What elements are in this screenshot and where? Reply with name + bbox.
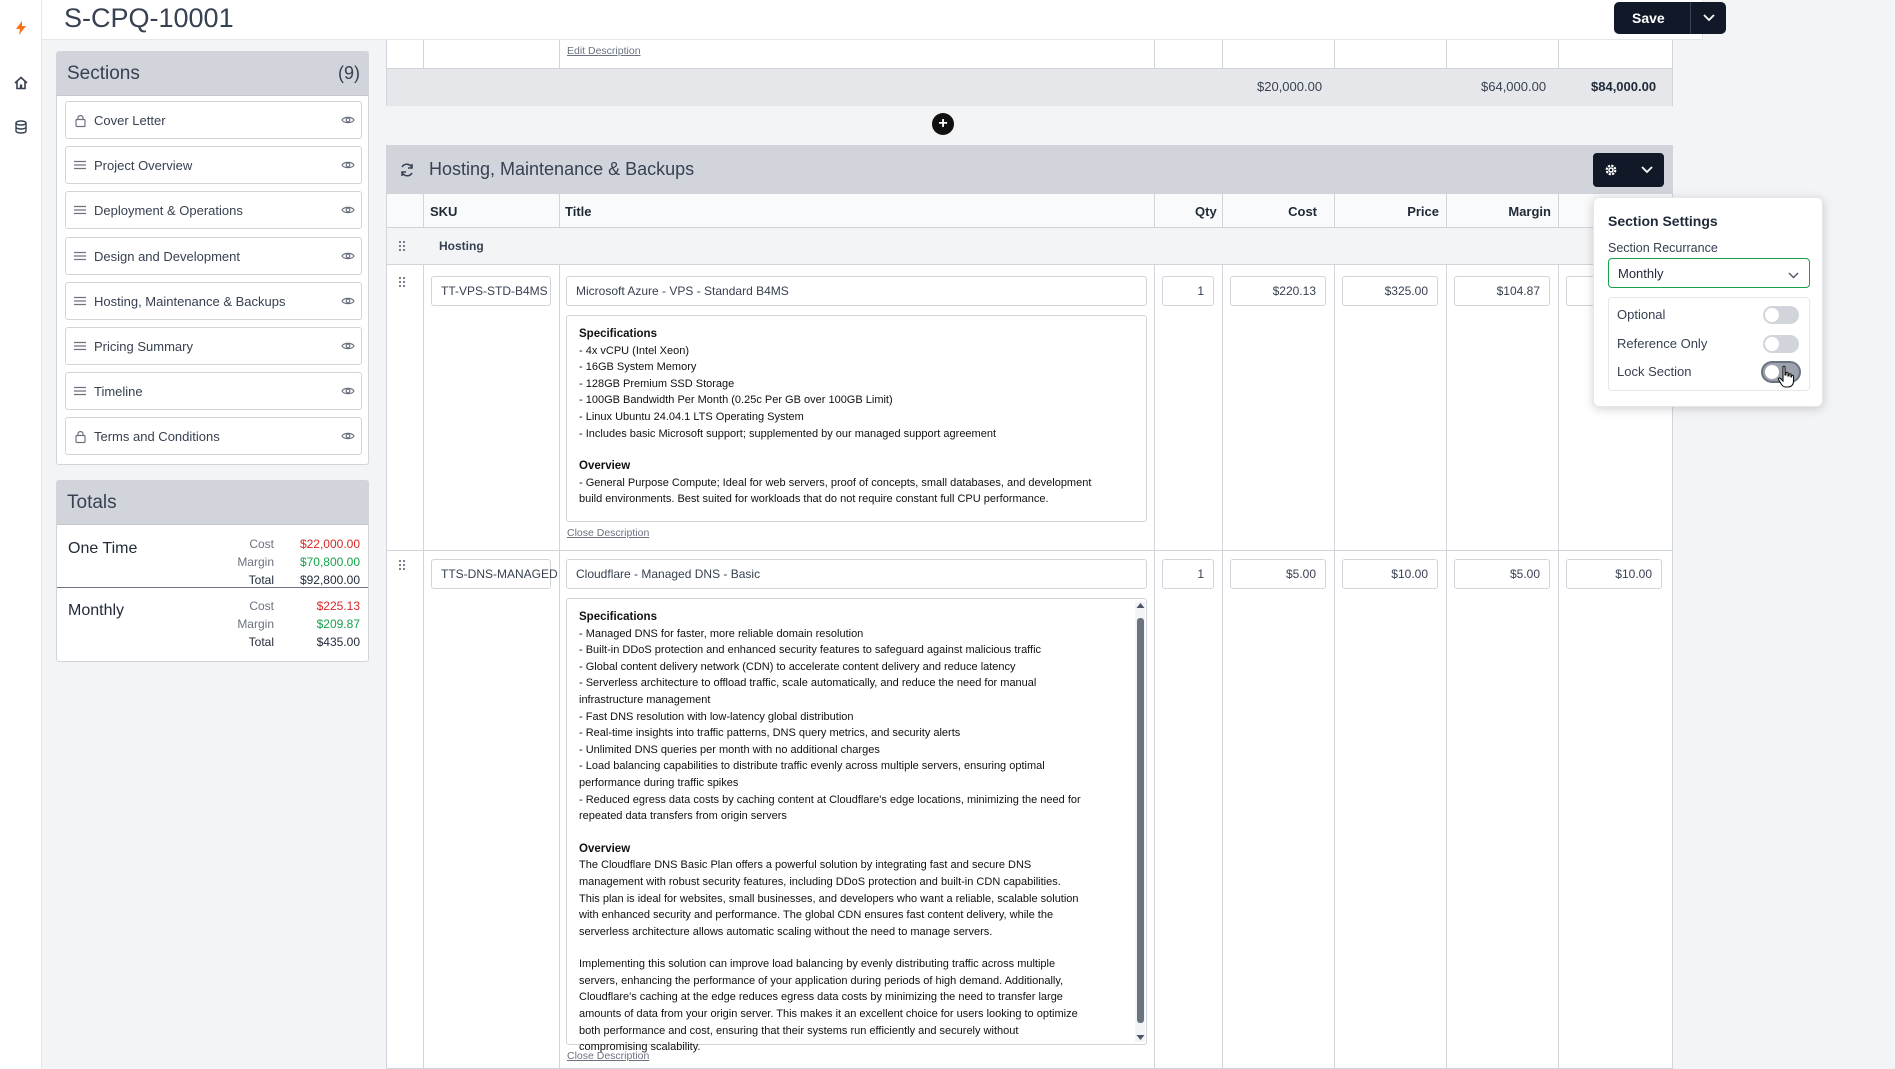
drag-lines-icon — [74, 205, 86, 215]
cost-field[interactable]: $220.13 — [1230, 276, 1326, 306]
description-line: - Serverless architecture to offload traffic, scale automatically, and reduce the need for manual — [579, 677, 1037, 690]
section-item-label: Deployment & Operations — [94, 202, 243, 218]
description-line: - General Purpose Compute; Ideal for web servers, proof of concepts, small databases, and development — [579, 476, 1092, 489]
overview-heading: Overview — [579, 460, 631, 473]
description-line: repeated data transfers from origin servers — [579, 810, 787, 823]
cost-label: Cost — [249, 599, 274, 613]
recurrence-value: Monthly — [1618, 265, 1664, 281]
save-options-chevron-icon[interactable] — [1690, 2, 1726, 34]
eye-icon[interactable] — [341, 429, 355, 444]
save-button[interactable]: Save — [1632, 10, 1665, 26]
document-header — [42, 0, 1703, 40]
section-item[interactable] — [65, 146, 362, 184]
description-line: serverless architecture allows automatic scaling without the need to manage servers. — [579, 925, 993, 938]
description-line: - Reduced egress data costs by caching content at Cloudflare's edge locations, minimizing the need for — [579, 793, 1081, 806]
sku-field[interactable]: TTS-DNS-MANAGED — [431, 559, 551, 589]
sections-panel-header — [57, 52, 368, 96]
optional-label: Optional — [1617, 307, 1666, 322]
close-description-link[interactable]: Close Description — [567, 527, 650, 539]
overview-heading: Overview — [579, 842, 631, 855]
description-line: - 16GB System Memory — [579, 361, 697, 374]
eye-icon[interactable] — [341, 203, 355, 218]
sections-panel — [56, 51, 369, 465]
reference-only-label: Reference Only — [1617, 336, 1708, 351]
section-item[interactable] — [65, 417, 362, 455]
one-time-totals — [57, 525, 368, 588]
col-sku: SKU — [430, 204, 458, 219]
description-line: - Real-time insights into traffic patterns, DNS query metrics, and security alerts — [579, 727, 961, 740]
monthly-label: Monthly — [68, 602, 125, 619]
drag-handle-icon[interactable] — [398, 559, 406, 574]
section-item[interactable] — [65, 327, 362, 365]
database-icon[interactable] — [0, 112, 42, 142]
eye-icon[interactable] — [341, 158, 355, 173]
section-item[interactable] — [65, 282, 362, 320]
monthly-cost-row — [160, 599, 360, 613]
one-time-total-value: $92,800.00 — [299, 573, 360, 587]
eye-icon[interactable] — [341, 294, 355, 309]
column-headers — [387, 194, 1672, 228]
qty-field[interactable]: 1 — [1162, 276, 1214, 306]
totals-panel — [56, 480, 369, 662]
edit-description-link[interactable]: Edit Description — [567, 45, 641, 57]
gear-icon[interactable] — [1593, 163, 1629, 177]
save-button-group — [1614, 2, 1726, 34]
description-line: - Includes basic Microsoft support; supplemented by our managed support agreement — [579, 427, 997, 440]
description-line: both performance and cost, ensuring that their systems run efficiently and securely without — [579, 1024, 1019, 1037]
monthly-totals — [57, 589, 368, 659]
description-line: performance during traffic spikes — [579, 776, 739, 789]
description-line: - 100GB Bandwidth Per Month (0.25c Per GB over 100GB Limit) — [579, 394, 893, 407]
one-time-cost-row — [160, 537, 360, 551]
description-line: management with robust security features, including DDoS protection and built-in CDN capabilities. — [579, 875, 1061, 888]
document-id: S-CPQ-10001 — [64, 3, 234, 33]
eye-icon[interactable] — [341, 339, 355, 354]
price-field[interactable]: $325.00 — [1342, 276, 1438, 306]
total-label: Total — [248, 573, 274, 587]
recurrence-select[interactable] — [1608, 258, 1810, 288]
cost-field[interactable]: $5.00 — [1230, 559, 1326, 589]
description-line: - Global content delivery network (CDN) to accelerate content delivery and reduce latency — [579, 660, 1016, 673]
app-rail — [0, 0, 42, 1069]
description-line: infrastructure management — [579, 693, 711, 706]
home-icon[interactable] — [0, 68, 42, 98]
section-item[interactable] — [65, 237, 362, 275]
description-line: This plan is ideal for websites, small businesses, and developers who want a reliable, scalable solution — [579, 892, 1079, 905]
section-hosting — [386, 145, 1673, 1069]
col-margin: Margin — [1508, 204, 1551, 219]
description-scrollbar[interactable] — [1135, 602, 1145, 1042]
group-label: Hosting — [439, 239, 484, 253]
eye-icon[interactable] — [341, 249, 355, 264]
item-description[interactable] — [566, 598, 1147, 1054]
group-row-hosting — [387, 228, 1672, 265]
totals-panel-header — [57, 481, 368, 525]
description-line: build environments. Best suited for workloads that do not require constant full CPU performance. — [579, 493, 1049, 506]
margin-label: Margin — [237, 555, 274, 569]
description-line: - Linux Ubuntu 24.04.1 LTS Operating System — [579, 410, 804, 423]
title-field[interactable]: Microsoft Azure - VPS - Standard B4MS — [566, 276, 1147, 306]
one-time-margin-row — [160, 555, 360, 569]
total-label: Total — [248, 635, 274, 649]
section-item-label: Project Overview — [94, 157, 193, 173]
description-line: servers, enhancing the performance of your application during periods of high demand. Additionally, — [579, 974, 1064, 987]
margin-field[interactable]: $104.87 — [1454, 276, 1550, 306]
description-line: - Fast DNS resolution with low-latency global distribution — [579, 710, 854, 723]
monthly-total-row — [160, 635, 360, 649]
monthly-cost-value: $225.13 — [316, 599, 360, 613]
qty-field[interactable]: 1 — [1162, 559, 1214, 589]
sections-title: Sections — [67, 62, 140, 84]
monthly-total-value: $435.00 — [316, 635, 360, 649]
monthly-margin-row — [160, 617, 360, 631]
drag-lines-icon — [74, 341, 86, 351]
recurrence-label: Section Recurrance — [1608, 241, 1718, 255]
chevron-down-icon — [1788, 267, 1799, 282]
monthly-margin-value: $209.87 — [316, 617, 360, 631]
section-item-label: Pricing Summary — [94, 338, 193, 354]
section-item-label: Terms and Conditions — [94, 428, 220, 444]
drag-lines-icon — [74, 251, 86, 261]
drag-lines-icon — [74, 160, 86, 170]
margin-field[interactable]: $5.00 — [1454, 559, 1550, 589]
section-item-label: Cover Letter — [94, 112, 166, 128]
previous-cost-total: $20,000.00 — [1257, 79, 1323, 94]
price-field[interactable]: $10.00 — [1342, 559, 1438, 589]
previous-section-table — [386, 40, 1673, 106]
spec-heading: Specifications — [579, 328, 657, 340]
item-description[interactable] — [566, 315, 1147, 522]
sections-count: (9) — [338, 63, 360, 83]
sku-field[interactable]: TT-VPS-STD-B4MS — [431, 276, 551, 306]
previous-grand-total: $84,000.00 — [1591, 79, 1657, 94]
section-item[interactable] — [65, 101, 362, 139]
bolt-logo-icon[interactable] — [0, 13, 42, 43]
drag-handle-icon[interactable] — [398, 240, 406, 255]
one-time-label: One Time — [68, 540, 138, 557]
description-line: Cloudflare's caching at the edge reduces egress data costs by minimizing the need to transfer large — [579, 991, 1063, 1004]
totals-title: Totals — [67, 491, 117, 513]
section-item-label: Design and Development — [94, 248, 240, 264]
drag-lines-icon — [74, 296, 86, 306]
margin-label: Margin — [237, 617, 274, 631]
col-qty: Qty — [1195, 204, 1217, 219]
title-field[interactable]: Cloudflare - Managed DNS - Basic — [566, 559, 1147, 589]
description-line: The Cloudflare DNS Basic Plan offers a powerful solution by integrating fast and secure DNS — [579, 859, 1032, 872]
one-time-cost-value: $22,000.00 — [299, 537, 360, 551]
add-section-button[interactable]: + — [932, 113, 954, 135]
description-line: with enhanced security and performance. The global CDN ensures fast content delivery, while the — [579, 909, 1054, 922]
close-description-link[interactable]: Close Description — [567, 1050, 650, 1062]
lock-icon — [74, 114, 86, 127]
description-line: amounts of data from your origin server. This makes it an excellent choice for users looking to optimize — [579, 1008, 1078, 1021]
chevron-down-icon[interactable] — [1629, 166, 1664, 174]
section-title: Hosting, Maintenance & Backups — [429, 159, 695, 179]
main-content — [386, 40, 1673, 1069]
one-time-total-row — [160, 573, 360, 587]
description-line: - Managed DNS for faster, more reliable domain resolution — [579, 627, 864, 640]
description-line: - Built-in DDoS protection and enhanced security features to safeguard against malicious traffic — [579, 644, 1042, 657]
hand-cursor-icon — [1777, 365, 1795, 389]
col-title: Title — [565, 204, 592, 219]
section-item[interactable] — [65, 191, 362, 229]
description-line: compromising scalability. — [579, 1041, 701, 1054]
description-line: - 4x vCPU (Intel Xeon) — [579, 344, 690, 357]
drag-handle-icon[interactable] — [398, 276, 406, 291]
cost-label: Cost — [249, 537, 274, 551]
section-header — [387, 146, 1672, 194]
scrollbar-thumb[interactable] — [1137, 618, 1144, 1023]
reference-only-toggle[interactable] — [1763, 335, 1799, 353]
optional-toggle[interactable] — [1763, 306, 1799, 324]
section-item[interactable] — [65, 372, 362, 410]
previous-margin-total: $64,000.00 — [1481, 79, 1547, 94]
drag-lines-icon — [74, 386, 86, 396]
one-time-margin-value: $70,800.00 — [299, 555, 360, 569]
section-item-label: Hosting, Maintenance & Backups — [94, 293, 286, 309]
description-line: - Unlimited DNS queries per month with no additional charges — [579, 743, 880, 756]
col-cost: Cost — [1288, 204, 1317, 219]
description-line: - 128GB Premium SSD Storage — [579, 377, 735, 390]
lock-section-label: Lock Section — [1617, 364, 1692, 379]
previous-section-summary-row — [387, 68, 1672, 106]
eye-icon[interactable] — [341, 384, 355, 399]
section-settings-button[interactable] — [1593, 153, 1664, 187]
description-line: - Load balancing capabilities to distribute traffic evenly across multiple servers, ensuring optimal — [579, 760, 1045, 773]
description-line: Implementing this solution can improve load balancing by evenly distributing traffic across multiple — [579, 958, 1056, 971]
spec-heading: Specifications — [579, 611, 657, 623]
eye-icon[interactable] — [341, 113, 355, 128]
section-item-label: Timeline — [94, 383, 143, 399]
lock-icon — [74, 430, 86, 443]
col-price: Price — [1407, 204, 1439, 219]
total-field[interactable]: $10.00 — [1566, 559, 1662, 589]
popover-title: Section Settings — [1608, 213, 1718, 229]
refresh-icon[interactable] — [399, 162, 415, 181]
